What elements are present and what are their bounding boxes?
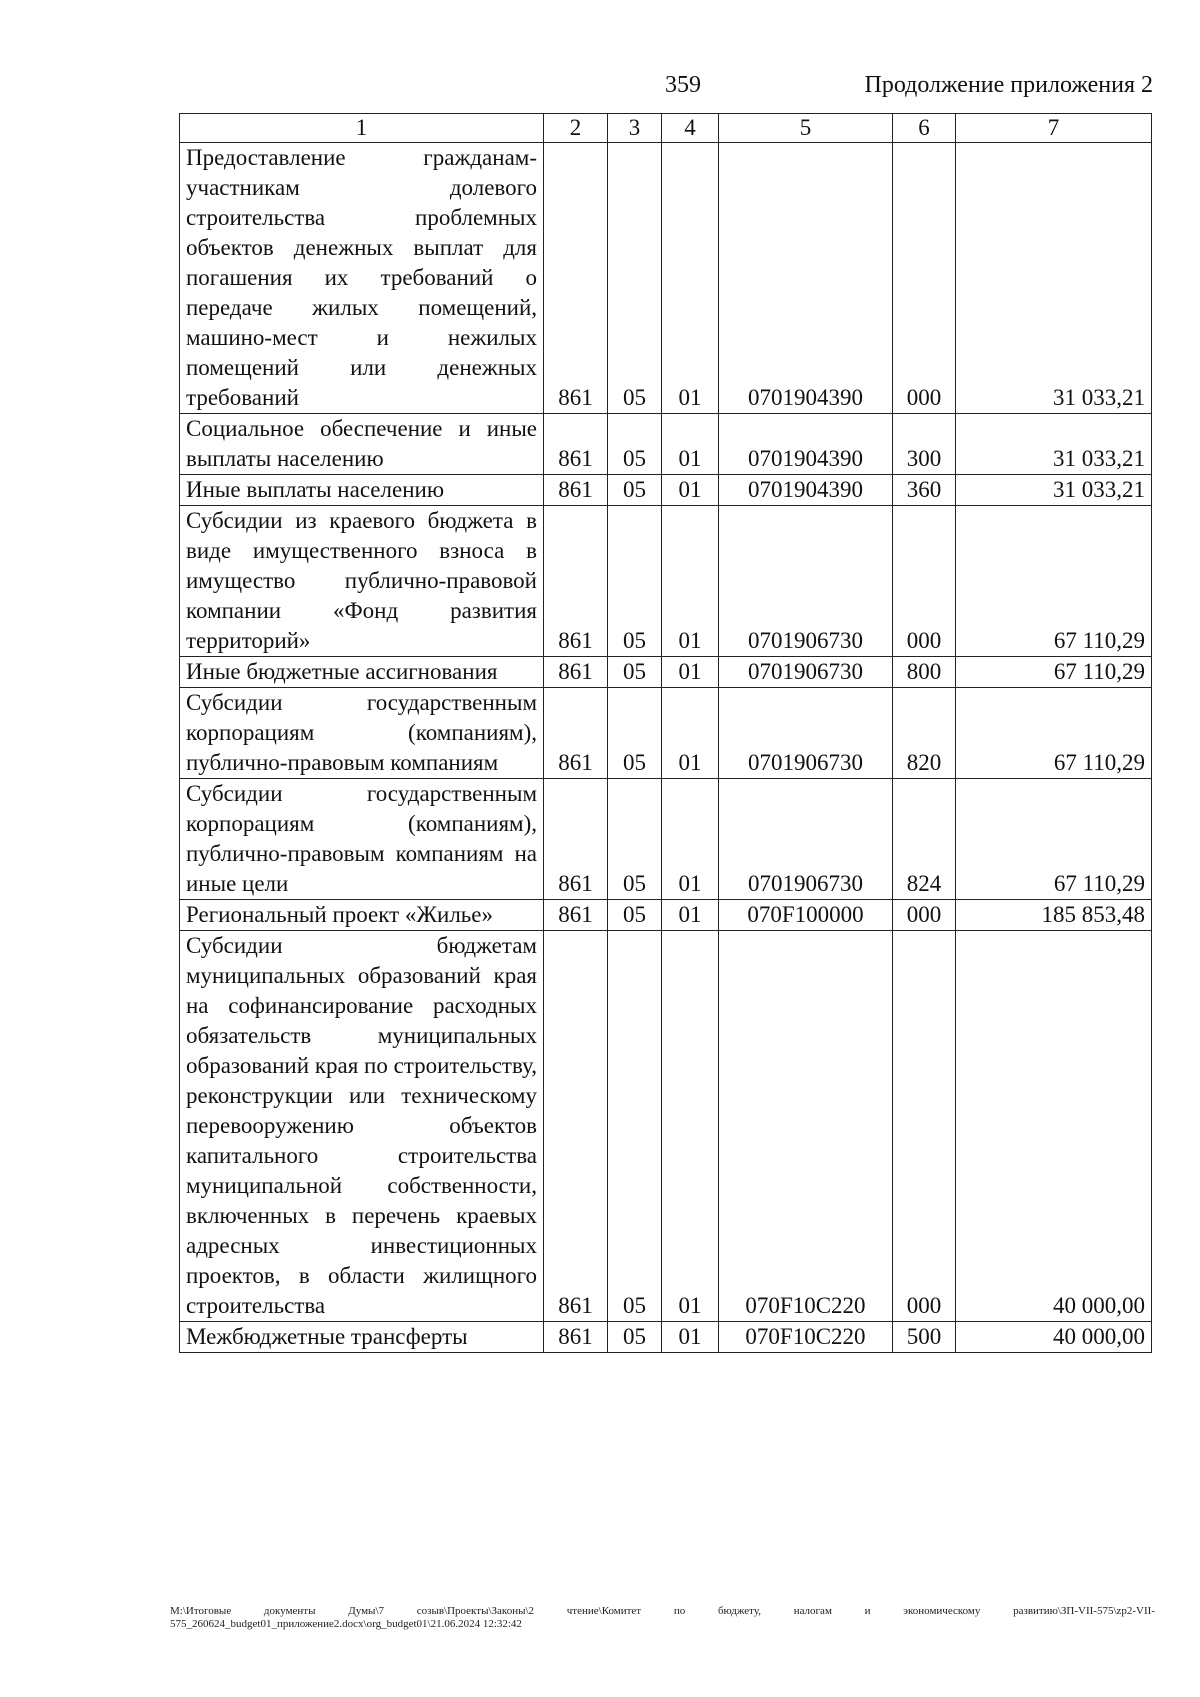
row-name: Межбюджетные трансферты — [180, 1322, 544, 1353]
row-amount: 67 110,29 — [956, 506, 1152, 657]
row-code-4: 01 — [662, 506, 719, 657]
row-code-3: 05 — [608, 475, 662, 506]
row-name: Субсидии из краевого бюджета в виде имущественного взноса в имущество публично-правовой компании «Фонд развития территорий» — [180, 506, 544, 657]
table-row — [180, 1322, 1152, 1353]
row-name: Иные бюджетные ассигнования — [180, 657, 544, 688]
row-code-2: 861 — [544, 688, 608, 779]
row-code-3: 05 — [608, 506, 662, 657]
row-name: Субсидии государственным корпорациям (компаниям), публично-правовым компаниям на иные цели — [180, 779, 544, 900]
row-amount: 67 110,29 — [956, 688, 1152, 779]
row-code-6: 000 — [893, 900, 956, 931]
row-amount: 31 033,21 — [956, 475, 1152, 506]
row-name: Предоставление гражданам-участникам долевого строительства проблемных объектов денежных выплат для погашения их требований о передаче жилых помещений, машино-мест и нежилых помещений или денежных требований — [180, 143, 544, 414]
table-row — [180, 475, 1152, 506]
column-header: 3 — [608, 114, 662, 143]
row-code-3: 05 — [608, 657, 662, 688]
row-code-6: 000 — [893, 143, 956, 414]
row-code-4: 01 — [662, 900, 719, 931]
row-code-6: 360 — [893, 475, 956, 506]
table-row — [180, 143, 1152, 414]
page-number: 359 — [665, 72, 701, 98]
row-code-2: 861 — [544, 900, 608, 931]
row-amount: 40 000,00 — [956, 931, 1152, 1322]
table-header-row — [180, 114, 1152, 143]
row-code-3: 05 — [608, 779, 662, 900]
row-code-6: 500 — [893, 1322, 956, 1353]
row-code-3: 05 — [608, 143, 662, 414]
row-code-2: 861 — [544, 414, 608, 475]
table-row — [180, 931, 1152, 1322]
row-name: Субсидии государственным корпорациям (компаниям), публично-правовым компаниям — [180, 688, 544, 779]
row-code-4: 01 — [662, 1322, 719, 1353]
column-header: 7 — [956, 114, 1152, 143]
column-header: 1 — [180, 114, 544, 143]
row-code-3: 05 — [608, 414, 662, 475]
row-code-6: 000 — [893, 506, 956, 657]
row-code-4: 01 — [662, 931, 719, 1322]
table-row — [180, 506, 1152, 657]
row-code-2: 861 — [544, 1322, 608, 1353]
continuation-label: Продолжение приложения 2 — [864, 72, 1153, 98]
row-amount: 31 033,21 — [956, 414, 1152, 475]
row-code-5: 0701904390 — [719, 475, 893, 506]
row-code-6: 820 — [893, 688, 956, 779]
row-amount: 67 110,29 — [956, 657, 1152, 688]
row-code-6: 300 — [893, 414, 956, 475]
table-row — [180, 688, 1152, 779]
row-code-2: 861 — [544, 475, 608, 506]
column-header: 4 — [662, 114, 719, 143]
table-row — [180, 414, 1152, 475]
document-path-footer: M:\Итоговые документы Думы\7 созыв\Проекты\Законы\2 чтение\Комитет по бюджету, налогам и экономическому развитию\ЗП-VII-575\zp2-VII-575_260624_budget01_приложение2.docx\org_budget01\21.06.2024 12:32:42 — [170, 1605, 1155, 1630]
row-name: Субсидии бюджетам муниципальных образований края на софинансирование расходных обязательств муниципальных образований края по строительству, реконструкции или техническому перевооружению объектов капитального строительства муниципальной собственности, включенных в перечень краевых адресных инвестиционных проектов, в области жилищного строительства — [180, 931, 544, 1322]
row-amount: 185 853,48 — [956, 900, 1152, 931]
budget-table — [179, 113, 1152, 1353]
row-code-5: 070F10C220 — [719, 931, 893, 1322]
table-row — [180, 657, 1152, 688]
row-code-5: 070F100000 — [719, 900, 893, 931]
row-code-3: 05 — [608, 688, 662, 779]
row-code-3: 05 — [608, 1322, 662, 1353]
row-code-2: 861 — [544, 506, 608, 657]
row-name: Иные выплаты населению — [180, 475, 544, 506]
row-code-5: 0701904390 — [719, 143, 893, 414]
table-row — [180, 779, 1152, 900]
row-code-5: 070F10C220 — [719, 1322, 893, 1353]
row-code-4: 01 — [662, 475, 719, 506]
row-code-4: 01 — [662, 688, 719, 779]
row-code-2: 861 — [544, 657, 608, 688]
row-amount: 40 000,00 — [956, 1322, 1152, 1353]
row-code-4: 01 — [662, 779, 719, 900]
column-header: 5 — [719, 114, 893, 143]
row-code-4: 01 — [662, 657, 719, 688]
row-code-2: 861 — [544, 931, 608, 1322]
row-code-6: 824 — [893, 779, 956, 900]
row-code-5: 0701906730 — [719, 688, 893, 779]
column-header: 6 — [893, 114, 956, 143]
row-code-6: 000 — [893, 931, 956, 1322]
row-code-3: 05 — [608, 931, 662, 1322]
row-code-6: 800 — [893, 657, 956, 688]
row-amount: 67 110,29 — [956, 779, 1152, 900]
row-name: Социальное обеспечение и иные выплаты населению — [180, 414, 544, 475]
row-code-5: 0701906730 — [719, 657, 893, 688]
row-amount: 31 033,21 — [956, 143, 1152, 414]
row-code-5: 0701906730 — [719, 779, 893, 900]
row-code-4: 01 — [662, 414, 719, 475]
row-name: Региональный проект «Жилье» — [180, 900, 544, 931]
row-code-5: 0701906730 — [719, 506, 893, 657]
row-code-4: 01 — [662, 143, 719, 414]
row-code-5: 0701904390 — [719, 414, 893, 475]
column-header: 2 — [544, 114, 608, 143]
row-code-2: 861 — [544, 143, 608, 414]
row-code-3: 05 — [608, 900, 662, 931]
row-code-2: 861 — [544, 779, 608, 900]
table-row — [180, 900, 1152, 931]
